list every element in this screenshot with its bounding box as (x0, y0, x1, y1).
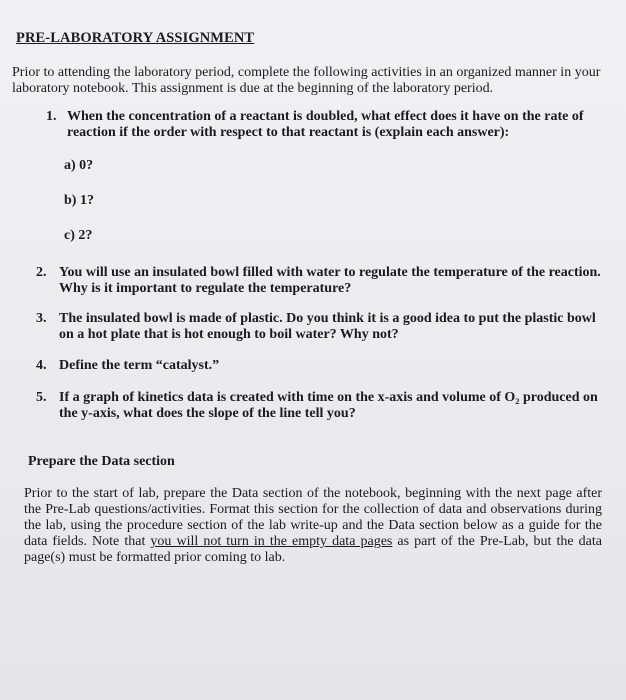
intro-paragraph: Prior to attending the laboratory period, complete the following activities in an organized manner in your laboratory notebook. This assignment is due at the beginning of the laboratory period. (12, 65, 601, 96)
sub-question-a: a) 0? (64, 158, 94, 173)
question-number: 4. (36, 358, 47, 373)
question-text: The insulated bowl is made of plastic. Do you think it is a good idea to put the plastic bowl on a hot plate that is hot enough to boil water? Why not? (59, 311, 596, 342)
question-text: If a graph of kinetics data is created with time on the x-axis and volume of O₂ produced on the y-axis, what does the slope of the line tell you? (59, 390, 598, 421)
question-3 (12, 311, 602, 343)
question-2 (12, 265, 602, 297)
question-1 (20, 109, 602, 141)
question-number: 5. (36, 390, 47, 405)
question-5 (12, 390, 602, 422)
question-4 (12, 358, 602, 374)
section-paragraph (24, 486, 602, 566)
question-list (12, 109, 602, 422)
section-text-end: as part of the Pre-Lab, but the data page(s) must be formatted prior coming to lab. (24, 534, 602, 565)
page-title: PRE-LABORATORY ASSIGNMENT (16, 30, 255, 46)
question-text: You will use an insulated bowl filled with water to regulate the temperature of the reaction. Why is it important to regulate the temperature? (59, 265, 601, 296)
section-text-start: Prior to the start of lab, prepare the Data section of the notebook, beginning with the next page after the Pre-Lab questions/activities. Format this section for the collection of data and observations during the lab, using the procedure section of the lab write-up and the Data section below as a guide for the data fields. Note that (24, 486, 602, 549)
sub-question-c: c) 2? (64, 228, 93, 243)
question-number: 3. (36, 311, 47, 326)
question-text: When the concentration of a reactant is doubled, what effect does it have on the rate of reaction if the order with respect to that reactant is (explain each answer): (67, 109, 584, 140)
section-heading: Prepare the Data section (28, 454, 175, 469)
question-text: Define the term “catalyst.” (59, 358, 220, 373)
question-number: 1. (46, 109, 57, 124)
sub-question-b: b) 1? (64, 193, 94, 208)
section-text-underlined: you will not turn in the empty data pages (150, 534, 393, 549)
question-number: 2. (36, 265, 47, 280)
